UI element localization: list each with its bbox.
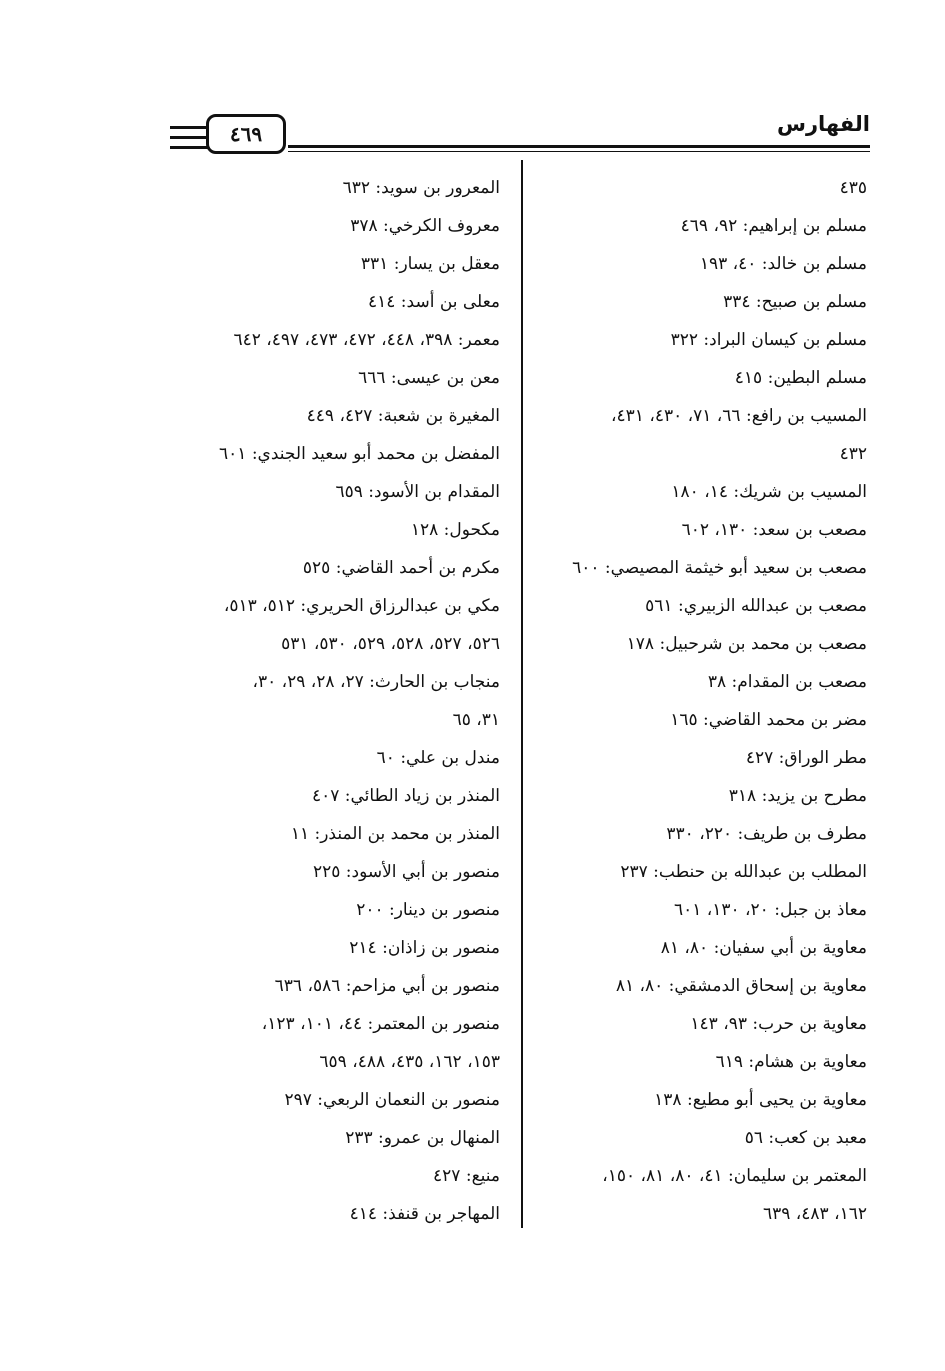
index-entry: المنذر بن زياد الطائي: ٤٠٧: [311, 786, 500, 806]
index-entry: المسيب بن شريك: ١٤، ١٨٠: [671, 482, 867, 502]
index-entry: ٤٣٢: [839, 444, 867, 464]
index-entry: المقدام بن الأسود: ٦٥٩: [335, 482, 500, 502]
index-entry: معاوية بن هشام: ٦١٩: [715, 1052, 867, 1072]
index-entry: مسلم بن كيسان البراد: ٣٢٢: [670, 330, 867, 350]
index-entry: منصور بن النعمان الربعي: ٢٩٧: [284, 1090, 500, 1110]
index-entry: منصور بن زاذان: ٢١٤: [349, 938, 500, 958]
index-entry: معن بن عيسى: ٦٦٦: [358, 368, 500, 388]
index-entry: منصور بن أبي مزاحم: ٥٨٦، ٦٣٦: [274, 976, 500, 996]
index-entry: معاوية بن أبي سفيان: ٨٠، ٨١: [660, 938, 867, 958]
index-entry: منجاب بن الحارث: ٢٧، ٢٨، ٢٩، ٣٠،: [252, 672, 500, 692]
index-entry: ١٦٢، ٤٨٣، ٦٣٩: [763, 1204, 867, 1224]
index-entry: معاذ بن جبل: ٢٠، ١٣٠، ٦٠١: [673, 900, 867, 920]
index-entry: المنذر بن محمد بن المنذر: ١١: [290, 824, 500, 844]
index-entry: مسلم بن إبراهيم: ٩٢، ٤٦٩: [680, 216, 867, 236]
header-rule-thin: [288, 151, 870, 152]
header-rule: [288, 145, 870, 148]
index-entry: المغيرة بن شعبة: ٤٢٧، ٤٤٩: [306, 406, 500, 426]
index-entry: المعرور بن سويد: ٦٣٢: [342, 178, 500, 198]
index-entry: منصور بن المعتمر: ٤٤، ١٠١، ١٢٣،: [261, 1014, 500, 1034]
index-entry: مصعب بن محمد بن شرحبيل: ١٧٨: [626, 634, 867, 654]
index-entry: مسلم البطين: ٤١٥: [734, 368, 867, 388]
index-entry: مكي بن عبدالرزاق الحريري: ٥١٢، ٥١٣،: [223, 596, 500, 616]
index-entry: مطرح بن يزيد: ٣١٨: [728, 786, 867, 806]
index-entry: مضر بن محمد القاضي: ١٦٥: [670, 710, 867, 730]
index-entry: المعتمر بن سليمان: ٤١، ٨٠، ٨١، ١٥٠،: [602, 1166, 867, 1186]
index-column-left: [165, 172, 500, 1236]
index-entry: معروف الكرخي: ٣٧٨: [350, 216, 500, 236]
index-column-right: [527, 172, 867, 1236]
index-entry: مندل بن علي: ٦٠: [376, 748, 500, 768]
index-entry: مصعب بن المقدام: ٣٨: [707, 672, 867, 692]
page-number: ٤٦٩: [206, 114, 286, 154]
index-entry: منصور بن أبي الأسود: ٢٢٥: [312, 862, 500, 882]
index-entry: المفضل بن محمد أبو سعيد الجندي: ٦٠١: [219, 444, 500, 464]
index-entry: مصعب بن سعد: ١٣٠، ٦٠٢: [681, 520, 867, 540]
index-entry: معبد بن كعب: ٥٦: [744, 1128, 867, 1148]
index-entry: معلى بن أسد: ٤١٤: [367, 292, 500, 312]
index-entry: مكحول: ١٢٨: [410, 520, 500, 540]
index-entry: معاوية بن حرب: ٩٣، ١٤٣: [690, 1014, 867, 1034]
index-entry: المطلب بن عبدالله بن حنطب: ٢٣٧: [620, 862, 867, 882]
index-entry: ٣١، ٦٥: [452, 710, 500, 730]
index-entry: مطر الوراق: ٤٢٧: [745, 748, 867, 768]
index-entry: المنهال بن عمرو: ٢٣٣: [345, 1128, 500, 1148]
header-rule-left-mid: [170, 136, 210, 139]
page-header: [170, 112, 870, 160]
index-entry: معقل بن يسار: ٣٣١: [360, 254, 500, 274]
index-entry: منصور بن دينار: ٢٠٠: [356, 900, 500, 920]
index-entry: المسيب بن رافع: ٦٦، ٧١، ٤٣٠، ٤٣١،: [611, 406, 867, 426]
index-entry: منيع: ٤٢٧: [433, 1166, 500, 1186]
index-entry: مكرم بن أحمد القاضي: ٥٢٥: [302, 558, 500, 578]
index-entry: ٤٣٥: [839, 178, 867, 198]
index-entry: مسلم بن صبيح: ٣٣٤: [723, 292, 867, 312]
index-entry: معاوية بن إسحاق الدمشقي: ٨٠، ٨١: [615, 976, 867, 996]
running-title: الفهارس: [776, 112, 870, 136]
index-entry: ٥٢٦، ٥٢٧، ٥٢٨، ٥٢٩، ٥٣٠، ٥٣١: [281, 634, 500, 654]
index-entry: مطرف بن طريف: ٢٢٠، ٣٣٠: [666, 824, 867, 844]
index-entry: معاوية بن يحيى أبو مطيع: ١٣٨: [654, 1090, 867, 1110]
index-entry: مسلم بن خالد: ٤٠، ١٩٣: [699, 254, 867, 274]
header-rule-left-bottom: [170, 146, 210, 149]
header-rule-left-top: [170, 126, 210, 129]
index-entry: ١٥٣، ١٦٢، ٤٣٥، ٤٨٨، ٦٥٩: [319, 1052, 500, 1072]
index-entry: معمر: ٣٩٨، ٤٤٨، ٤٧٢، ٤٧٣، ٤٩٧، ٦٤٢: [233, 330, 500, 350]
column-divider: [521, 160, 523, 1228]
index-entry: مصعب بن عبدالله الزبيري: ٥٦١: [645, 596, 867, 616]
index-entry: مصعب بن سعيد أبو خيثمة المصيصي: ٦٠٠: [572, 558, 867, 578]
index-entry: المهاجر بن قنفذ: ٤١٤: [349, 1204, 500, 1224]
